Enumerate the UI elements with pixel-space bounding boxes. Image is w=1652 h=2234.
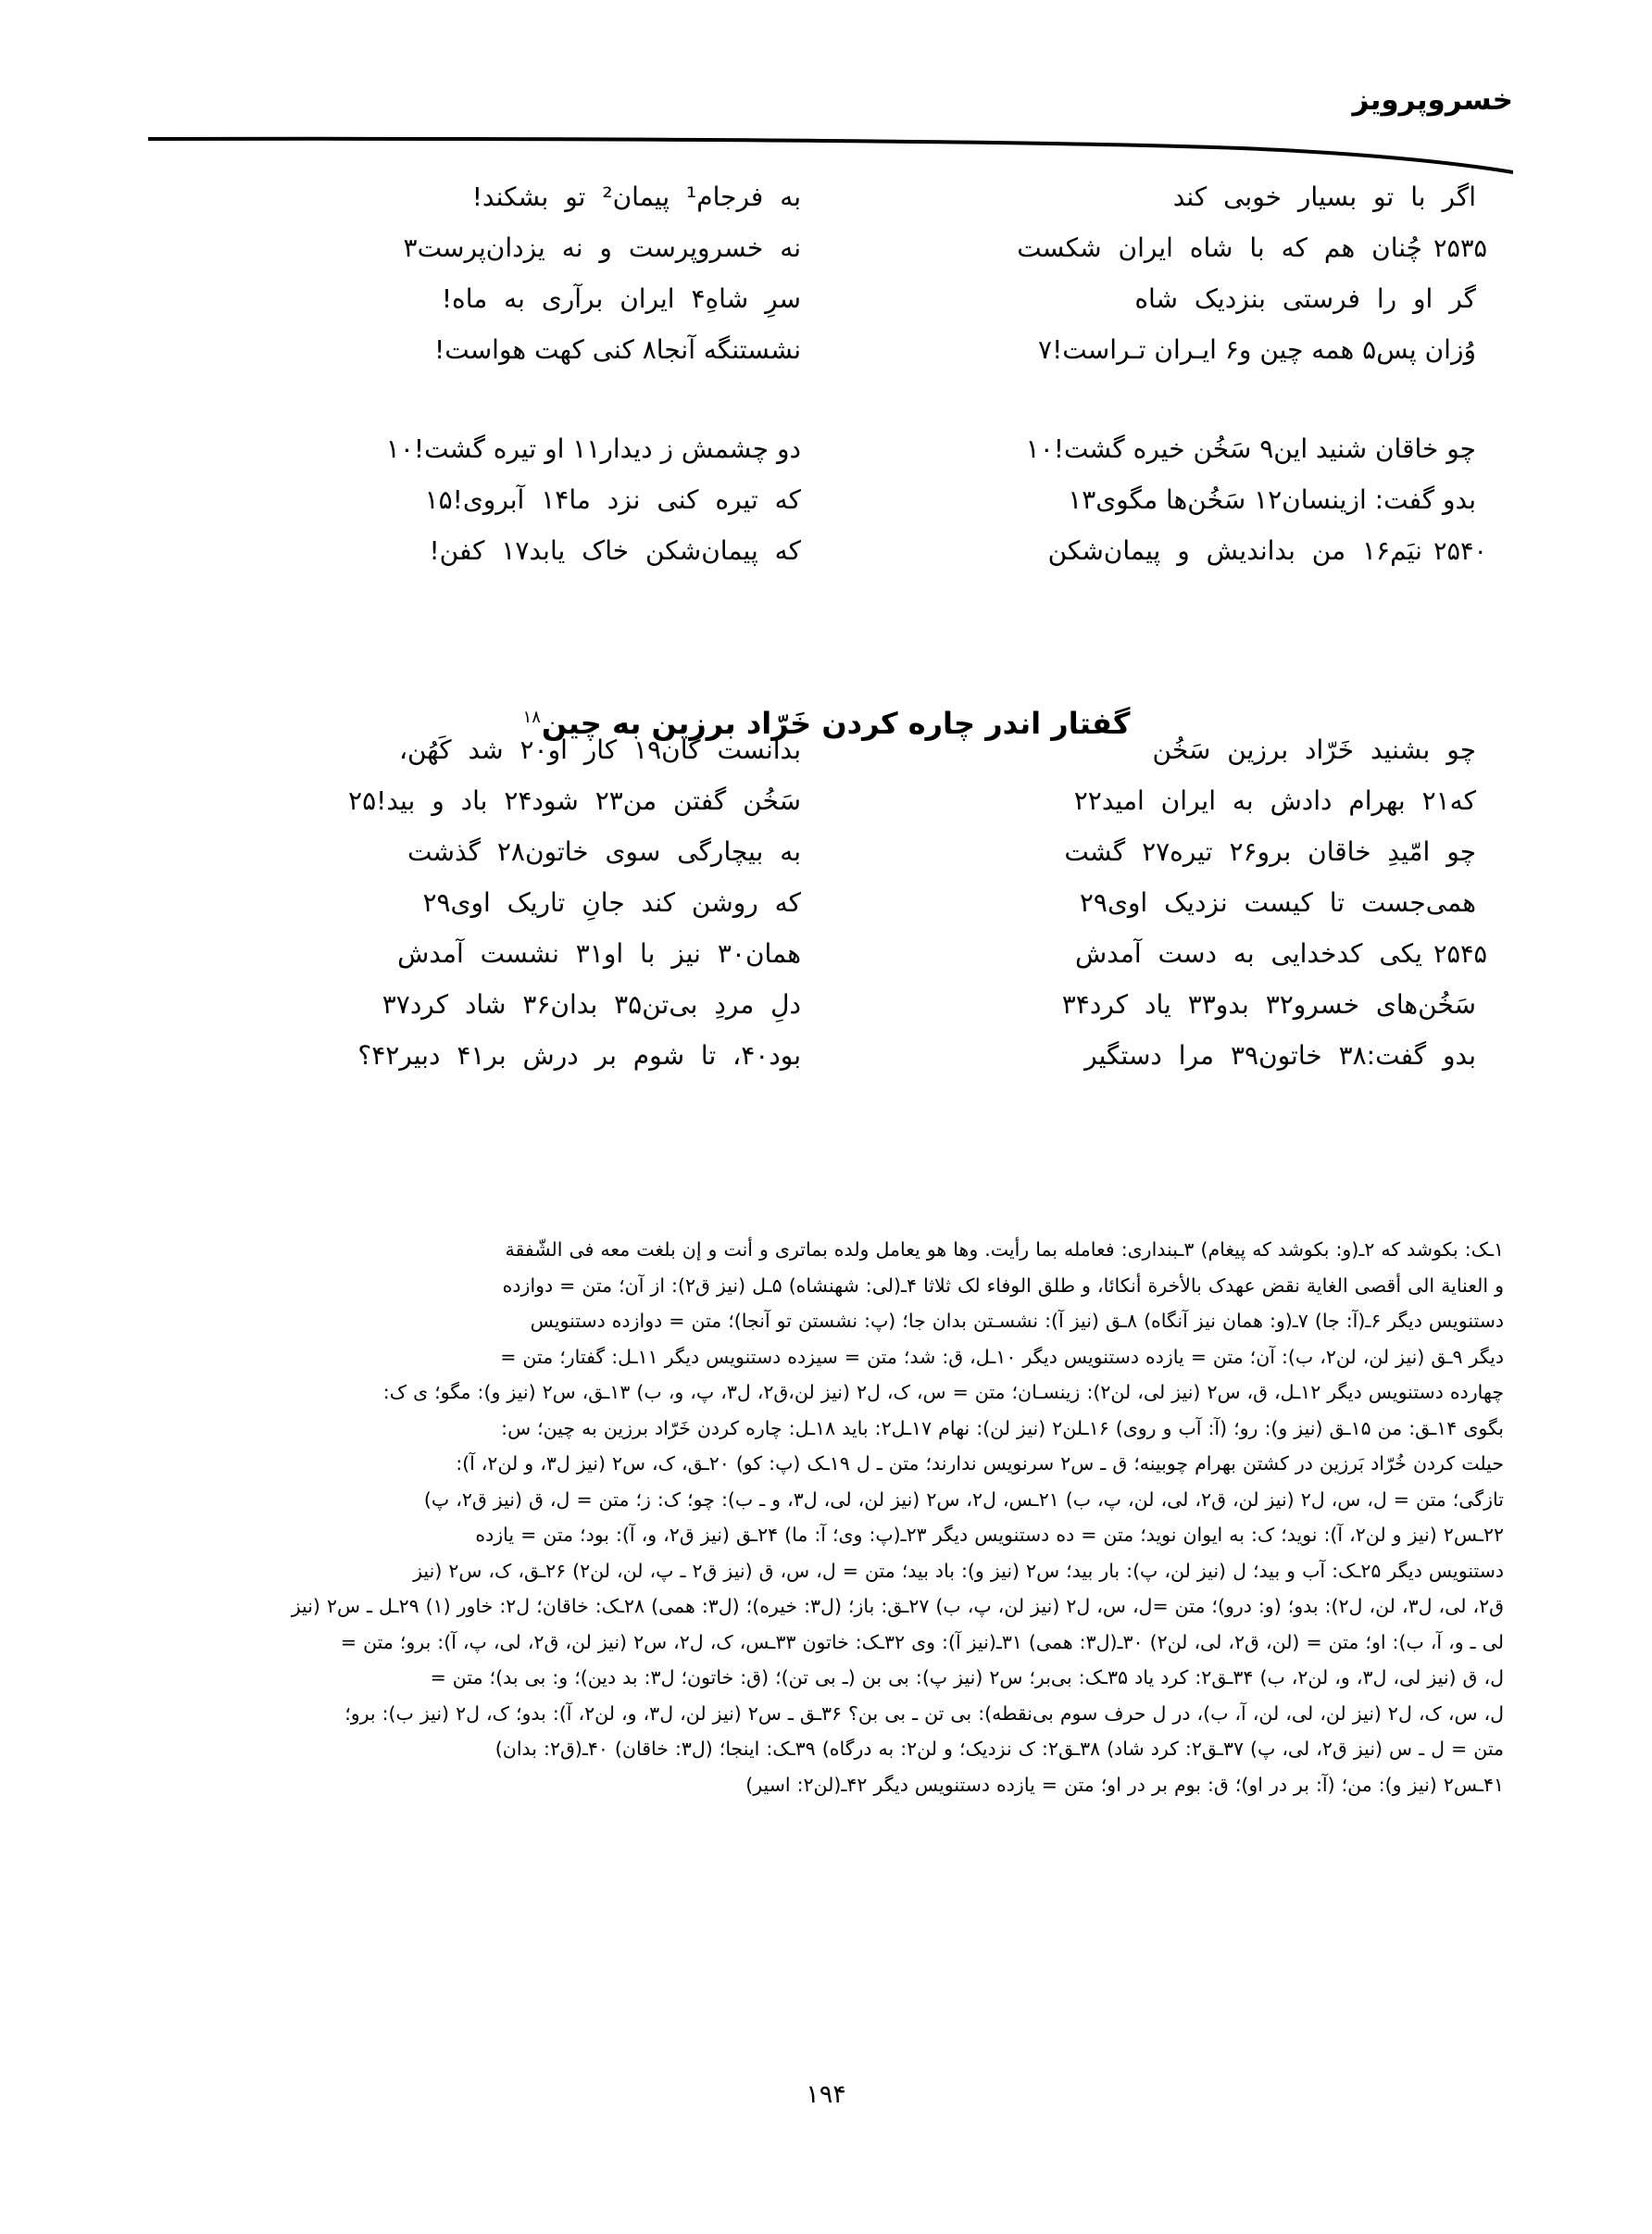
hemistich-left: که روشن کند جانِ تاریک اوی۲۹ bbox=[422, 887, 801, 918]
stanza-2 bbox=[156, 433, 1496, 586]
hemistich-right bbox=[842, 887, 1496, 918]
verse-line bbox=[156, 938, 1496, 989]
hemistich-right bbox=[842, 182, 1496, 212]
hemistich-left: بدانست کان۱۹ کار او۲۰ شد کَهُن، bbox=[398, 734, 801, 765]
verse-number: ۲۵۳۵ bbox=[1433, 234, 1487, 263]
stanza-3 bbox=[156, 734, 1496, 1091]
apparatus-line: دستنویس دیگر ۲۵ـک: آب و بید؛ ل (نیز لن، پ): بار بید؛ س۲ (نیز و): باد بید؛ متن = ل، س، ق (نیز ق۲ ـ پ، لن، لن۲) ۲۶ـق، ک، س۲ (نیز bbox=[413, 1559, 1504, 1582]
hemistich-left: که پیمان‌شکن خاک یابد۱۷ کفن! bbox=[429, 535, 801, 566]
hemistich-text: نیَم۱۶ من بداندیش و پیمان‌شکن bbox=[1047, 535, 1422, 566]
verse-line bbox=[156, 989, 1496, 1040]
apparatus-line: ۴۱ـس۲ (نیز و): من؛ (آ: بر در او)؛ ق: بوم بر در او؛ متن = یازده دستنویس دیگر ۴۲ـ(لن۲: اسیر) bbox=[745, 1773, 1504, 1796]
hemistich-right bbox=[842, 1040, 1496, 1071]
hemistich-right bbox=[842, 535, 1496, 566]
apparatus-line: ل، س، ک، ل۲ (نیز لن، لی، لن، آ، ب)، در ل حرف سوم بی‌نقطه): بی تن ـ بی بن؟ ۳۶ـق ـ س۲ (نیز لن، ل۳، و، لن۲، آ): بدو؛ ک، ل۲ (نیز ب): برو؛ bbox=[344, 1701, 1504, 1725]
hemistich-left: که تیره کنی نزد ما۱۴ آبروی!۱۵ bbox=[424, 484, 801, 515]
apparatus-line: بگوی ۱۴ـق: من ۱۵ـق (نیز و): رو؛ (آ: آب و روی) ۱۶ـلن۲ (نیز لن): نهام ۱۷ـل۲: باید ۱۸ـل: چاره کردن خَرّاد برزین به چین؛ س: bbox=[501, 1416, 1504, 1439]
verse-line bbox=[156, 232, 1496, 283]
stanza-1 bbox=[156, 182, 1496, 385]
verse-line bbox=[156, 887, 1496, 938]
running-head-rule bbox=[148, 132, 1513, 178]
apparatus-line: لی ـ و، آ، ب): او؛ متن = (لن، ق۲، لی، لن۲) ۳۰ـ(ل۳: همی) ۳۱ـ(نیز آ): وی ۳۲ـک: خاتون ۳۳ـس، ک، ل۲، س۲ (نیز لن، ق۲، لی، پ، آ): برو؛ متن = bbox=[340, 1630, 1504, 1653]
verse-number: ۲۵۴۰ bbox=[1433, 537, 1487, 566]
verse-line bbox=[156, 283, 1496, 334]
section-heading-footnote-marker: ۱۸ bbox=[522, 708, 541, 728]
hemistich-text: چو امّیدِ خاقان برو۲۶ تیره۲۷ گشت bbox=[1064, 836, 1476, 867]
apparatus-line: حیلت کردن خُرّاد بَرزین در کشتن بهرام چوبینه؛ ق ـ س۲ سرنویس ندارند؛ متن ـ ل ۱۹ـک (پ: کو) ۲۰ـق، ک، س۲ (نیز ل۳، و لن۲، آ): bbox=[456, 1452, 1504, 1475]
verse-line bbox=[156, 484, 1496, 535]
apparatus-line: ۱ـک: بکوشد که ۲ـ(و: بکوشد که پیغام) ۳ـبنداری: فعامله بما رأیت. وها هو یعامل ولده بماتری و أنت و إن بلغت معه فی الشّفقة bbox=[505, 1238, 1504, 1261]
hemistich-left: به فرجام¹ پیمان² تو بشکند! bbox=[471, 182, 801, 212]
hemistich-text: چو خاقان شنید این۹ سَخُن خیره گشت!۱۰ bbox=[1025, 433, 1476, 464]
verse-line bbox=[156, 734, 1496, 785]
page-number: ۱۹۴ bbox=[806, 2080, 846, 2109]
section-heading-text: گفتار اندر چاره کردن خَرّاد برزین به چین bbox=[541, 706, 1131, 741]
hemistich-left: به بیچارگی سوی خاتون۲۸ گذشت bbox=[407, 836, 801, 867]
running-head-title: خسروپرویز bbox=[1352, 83, 1513, 117]
apparatus-line: ل، ق (نیز لی، ل۳، و، لن۲، ب) ۳۴ـق۲: کرد یاد ۳۵ـک: بی‌بر؛ س۲ (نیز پ): بی بن (ـ بی تن)؛ (ق: خاتون؛ ل۳: بد دین)؛ و: بی بد)؛ متن = bbox=[430, 1666, 1504, 1688]
verse-line bbox=[156, 785, 1496, 836]
hemistich-text: گر او را فرستی بنزدیک شاه bbox=[1134, 283, 1476, 314]
hemistich-right bbox=[842, 334, 1496, 365]
verse-body bbox=[156, 182, 1496, 1091]
apparatus-line: چهارده دستنویس دیگر ۱۲ـل، ق، س۲ (نیز لی، لن۲): زینسـان؛ متن = س، ک، ل۲ (نیز لن،ق۲، ل۳، پ، و، ب) ۱۳ـق، س۲ (نیز و): مگو؛ ی ک: bbox=[382, 1381, 1504, 1403]
verse-line bbox=[156, 535, 1496, 586]
hemistich-right bbox=[842, 785, 1496, 816]
verse-line bbox=[156, 433, 1496, 484]
hemistich-left: دلِ مردِ بی‌تن۳۵ بدان۳۶ شاد کرد۳۷ bbox=[382, 989, 801, 1020]
hemistich-text: اگر با تو بسیار خوبی کند bbox=[1172, 182, 1476, 212]
hemistich-left: بود۴۰، تا شوم بر درش بر۴۱ دبیر۴۲؟ bbox=[357, 1040, 801, 1071]
running-head bbox=[148, 83, 1513, 154]
hemistich-right bbox=[842, 938, 1496, 969]
hemistich-text: چُنان هم که با شاه ایران شکست bbox=[1017, 232, 1422, 263]
hemistich-text: که۲۱ بهرام دادش به ایران امید۲۲ bbox=[1073, 785, 1476, 816]
hemistich-text: یکی کدخدایی به دست آمدش bbox=[1074, 938, 1422, 969]
apparatus-line: ۲۲ـس۲ (نیز و لن۲، آ): نوید؛ ک: به ایوان نوید؛ متن = ده دستنویس دیگر ۲۳ـ(پ: وی؛ آ: ما) ۲۴ـق (نیز ق۲، و، آ): بود؛ متن = یازده bbox=[475, 1524, 1504, 1546]
verse-line bbox=[156, 334, 1496, 385]
apparatus-line: تازگی؛ متن = ل، س، ل۲ (نیز لن، ق۲، لی، لن، پ، ب) ۲۱ـس، ل۲، س۲ (نیز لن، لی، ل۳، و ـ ب): چو؛ ک: ز؛ متن = ل، ق (نیز ق۲، پ) bbox=[423, 1487, 1504, 1511]
hemistich-right bbox=[842, 989, 1496, 1020]
hemistich-text: همی‌جست تا کیست نزدیک اوی۲۹ bbox=[1079, 887, 1476, 918]
hemistich-right bbox=[842, 433, 1496, 464]
verse-line bbox=[156, 1040, 1496, 1091]
hemistich-text: سَخُن‌های خسرو۳۲ بدو۳۳ یاد کرد۳۴ bbox=[1061, 989, 1476, 1020]
hemistich-text: بدو گفت:۳۸ خاتون۳۹ مرا دستگیر bbox=[1084, 1040, 1476, 1071]
hemistich-left: نشستنگه آنجا۸ کنی کهت هواست! bbox=[434, 334, 801, 365]
verse-line bbox=[156, 182, 1496, 232]
apparatus-line: دیگر ۹ـق (نیز لن، لن۲، ب): آن؛ متن = یازده دستنویس دیگر ۱۰ـل، ق: شد؛ متن = سیزده دستنویس دیگر ۱۱ـل: گفتار؛ متن = bbox=[500, 1345, 1504, 1368]
section-heading bbox=[156, 706, 1496, 741]
hemistich-text: بدو گفت: ازینسان۱۲ سَخُن‌ها مگوی۱۳ bbox=[1068, 484, 1476, 515]
apparatus-line: و العنایة الی أقصی الغایة نقض عهدک بالأخرة أنکائا، و طلق الوفاء لک ثلاثا ۴ـ(لی: شهنشاه) ۵ـل (نیز ق۲): از آن؛ متن = دوازده bbox=[502, 1274, 1504, 1297]
critical-apparatus bbox=[148, 1232, 1504, 1802]
verse-line bbox=[156, 836, 1496, 887]
hemistich-left: سَخُن گفتن من۲۳ شود۲۴ باد و بید!۲۵ bbox=[348, 785, 801, 816]
apparatus-line: دستنویس دیگر ۶ـ(آ: جا) ۷ـ(و: همان نیز آنگاه) ۸ـق (نیز آ): نشسـتن بدان جا؛ (پ: نشستن تو آنجا)؛ متن = دوازده دستنویس bbox=[530, 1310, 1504, 1332]
apparatus-line: ق۲، لی، ل۳، لن، ل۲): بدو؛ (و: درو)؛ متن =ل، س، ل۲ (نیز لن، پ، ب) ۲۷ـق: باز؛ (ل۳: خیره)؛ (ل۳: همی) ۲۸ـک: خاقان؛ ل۲: خاور (۱) ۲۹ـل ـ س۲ (نیز bbox=[291, 1595, 1504, 1617]
hemistich-left: سرِ شاهِ۴ ایران برآری به ماه! bbox=[441, 283, 801, 314]
hemistich-left: همان۳۰ نیز با او۳۱ نشست آمدش bbox=[397, 938, 801, 969]
hemistich-right bbox=[842, 232, 1496, 263]
hemistich-left: نه خسروپرست و نه یزدان‌پرست۳ bbox=[403, 232, 801, 263]
apparatus-line: متن = ل ـ س (نیز ق۲، لی، پ) ۳۷ـق۲: کرد شاد) ۳۸ـق۲: ک نزدیک؛ و لن۲: به درگاه) ۳۹ـک: اینجا؛ (ل۳: خاقان) ۴۰ـ(ق۲: بدان) bbox=[494, 1738, 1504, 1760]
hemistich-text: وُزان پس۵ همه چین و۶ ایـران تـراست!۷ bbox=[1038, 334, 1476, 365]
hemistich-right bbox=[842, 836, 1496, 867]
hemistich-right bbox=[842, 484, 1496, 515]
verse-number: ۲۵۴۵ bbox=[1433, 940, 1487, 969]
hemistich-text: چو بشنید خَرّاد برزین سَخُن bbox=[1152, 734, 1476, 765]
hemistich-right bbox=[842, 283, 1496, 314]
hemistich-left: دو چشمش ز دیدار۱۱ او تیره گشت!۱۰ bbox=[385, 433, 801, 464]
